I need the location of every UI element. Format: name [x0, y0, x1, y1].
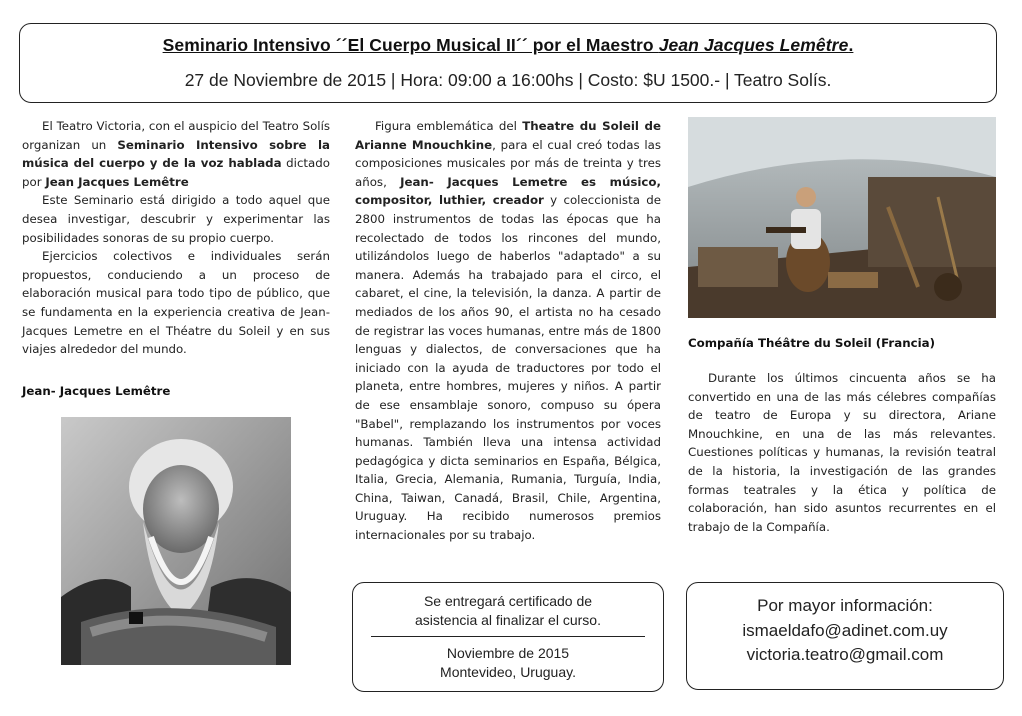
page-title: Seminario Intensivo ´´El Cuerpo Musical II´´ por el Maestro Jean Jacques Lemêtre. — [162, 35, 854, 55]
contact-box — [686, 582, 1004, 690]
biography-paragraph: Figura emblemática del Theatre du Soleil de Arianne Mnouchkine, para el cual creó todas las composiciones musicales por más de treinta y tres años, Jean- Jacques Lemetre es músico, compositor, luthier, creador y coleccionista de 2800 instrumentos de todas las épocas que ha recolectado de todos los rincones del mundo, utilizándolos luego de haberlos "adaptado" a su manera. Además ha trabajado para el circo, el cabaret, el cine, la televisión, la danza. A partir de mediados de los años 90, el artista no ha cesado de registrar las voces humanas, entre más de 1800 lenguas y dialectos, de conversaciones que ha iniciado con la ayuda de traductores por todo el planeta, entre hombres, mujeres y niños. A partir de ese ensamblaje sonoro, compuso su ópera "Babel", remplazando los instrumentos por voces humanas. También lleva una intensa actividad pedagógica y dicta seminarios en España, Bélgica, Italia, Grecia, Alemania, Rumania, Turguía, India, China, Taiwan, Canadá, Brasil, Chile, Argentina, Uruguay. Ha recibido numerosos premios internacionales por su trabajo. — [355, 119, 661, 543]
title-name: Jean Jacques Lemêtre — [658, 35, 849, 55]
certificate-divider — [371, 636, 645, 637]
event-details: 27 de Noviembre de 2015 | Hora: 09:00 a 16:00hs | Costo: $U 1500.- | Teatro Solís. — [184, 70, 832, 90]
portrait-subhead: Jean- Jacques Lemêtre — [22, 384, 171, 398]
intro-paragraph: El Teatro Victoria, con el auspicio del Teatro Solís organizan un Seminario Intensivo sobre la música del cuerpo y de la voz hablada dictado por Jean Jacques Lemêtre — [22, 119, 330, 189]
company-paragraph: Durante los últimos cincuenta años se ha convertido en una de las más célebres compañías de teatro de Europa y su directora, Ariane Mnouchkine, en una de las más relevantes. Cuestiones políticas y humanas, la revisión teatral de la historia, la investigación de las grandes formas teatrales y la ética y política de colaboración, han sido asuntos recurrentes en el trabajo de la Compañía. — [688, 371, 996, 534]
certificate-date: Noviembre de 2015 — [446, 645, 570, 661]
certificate-box — [352, 582, 664, 692]
certificate-line-1: Se entregará certificado de — [423, 593, 593, 609]
stage-photo — [688, 117, 996, 318]
portrait-photo — [61, 417, 291, 665]
audience-paragraph: Este Seminario está dirigido a todo aquel que desea investigar, descubrir y experimentar las posibilidades sonoras de su propio cuerpo. — [22, 193, 330, 245]
contact-email-1[interactable]: ismaeldafo@adinet.com.uy — [742, 621, 948, 640]
certificate-location: Montevideo, Uruguay. — [440, 664, 576, 680]
company-caption: Compañía Théâtre du Soleil (Francia) — [688, 336, 935, 350]
company-column — [688, 369, 996, 536]
biography-column — [355, 117, 661, 545]
certificate-line-2: asistencia al finalizar el curso. — [415, 612, 601, 628]
contact-heading: Por mayor información: — [757, 596, 933, 615]
header-box — [19, 23, 997, 103]
exercises-paragraph: Ejercicios colectivos e individuales serán propuestos, conduciendo a un proceso de elaboración musical para todo tipo de público, que se fundamenta en la experiencia creativa de Jean- Jacques Lemetre en el Théatre du Soleil y en sus viajes alrededor del mundo. — [22, 249, 330, 357]
contact-email-2[interactable]: victoria.teatro@gmail.com — [746, 645, 944, 664]
intro-column — [22, 117, 330, 359]
